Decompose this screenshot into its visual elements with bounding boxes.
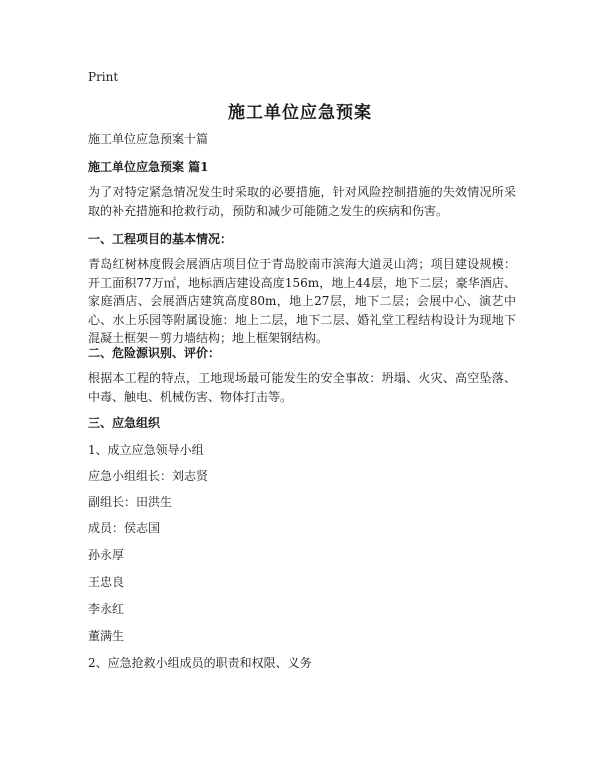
print-link[interactable]: Print: [88, 70, 119, 84]
list-item: 李永红: [88, 602, 125, 616]
section1-heading: 一、工程项目的基本情况：: [88, 232, 233, 246]
list-item: 王忠良: [88, 575, 125, 589]
intro-paragraph: 为了对特定紧急情况发生时采取的必要措施，针对风险控制措施的失效情况所采取的补充措施和抢救行动，预防和减少可能随之发生的疾病和伤害。: [88, 185, 516, 218]
section2-body: 根据本工程的特点，工地现场最可能发生的安全事故：坍塌、火灾、高空坠落、中毒、触电、机械伤害、物体打击等。: [88, 371, 516, 404]
section1-body: 青岛红树林度假会展酒店项目位于青岛胶南市滨海大道灵山湾；项目建设规模：开工面积77万㎡，地标酒店建设高度156m，地上44层，地下二层；豪华酒店、家庭酒店、会展酒店建筑高度80m，地上27层，地下二层；会展中心、演艺中心、水上乐园等附属设施：地上二层，地下二层、婚礼堂工程结构设计为现地下混凝土框架－剪力墙结构；地上框架钢结构。: [88, 257, 516, 345]
list-item: 2、应急抢救小组成员的职责和权限、义务: [88, 656, 312, 670]
list-item: 1、成立应急领导小组: [88, 443, 204, 457]
list-item: 孙永厚: [88, 548, 125, 562]
list-item: 董满生: [88, 629, 125, 643]
list-item: 成员：侯志国: [88, 521, 161, 535]
list-item: 应急小组组长：刘志贤: [88, 469, 209, 483]
article-heading: 施工单位应急预案 篇1: [88, 160, 209, 174]
list-item: 副组长：田洪生: [88, 495, 173, 509]
subtitle: 施工单位应急预案十篇: [88, 132, 209, 146]
section3-heading: 三、应急组织: [88, 416, 161, 430]
section2-heading: 二、危险源识别、评价：: [88, 346, 221, 360]
page-title: 施工单位应急预案: [228, 103, 372, 123]
